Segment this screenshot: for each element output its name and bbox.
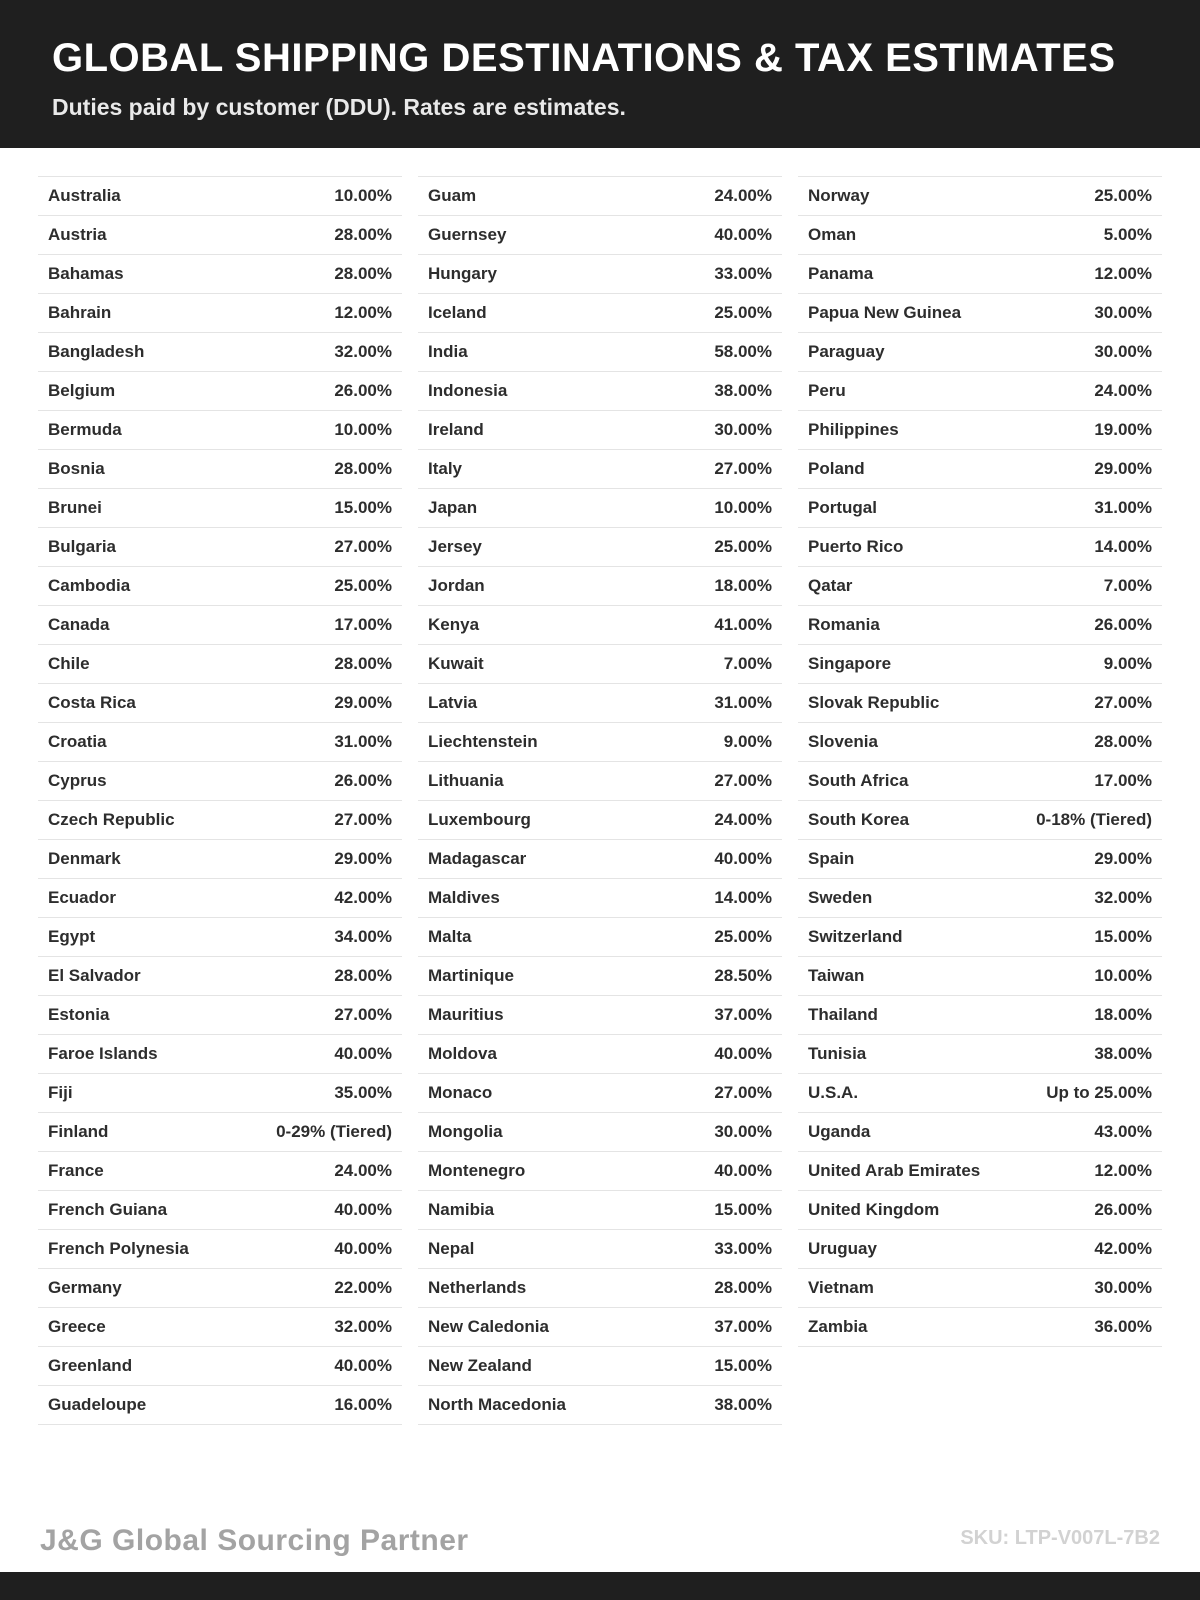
table-row xyxy=(38,606,402,645)
country-name: Greece xyxy=(48,1317,106,1336)
country-name: U.S.A. xyxy=(808,1083,859,1102)
tax-rate: 25.00% xyxy=(334,576,392,595)
table-row xyxy=(418,645,782,684)
country-name: Croatia xyxy=(48,732,107,751)
country-name: Estonia xyxy=(48,1005,110,1024)
table-row xyxy=(798,1152,1162,1191)
tax-rate: 24.00% xyxy=(1094,381,1152,400)
table-row xyxy=(418,567,782,606)
tax-rate: 28.00% xyxy=(334,654,392,673)
country-name: Namibia xyxy=(428,1200,495,1219)
country-name: Puerto Rico xyxy=(808,537,904,556)
table-row xyxy=(418,216,782,255)
country-name: Greenland xyxy=(48,1356,133,1375)
country-name: Poland xyxy=(808,459,865,478)
table-row xyxy=(38,1386,402,1425)
tax-rate: 36.00% xyxy=(1094,1317,1152,1336)
tax-rate: 31.00% xyxy=(1094,498,1152,517)
tax-rate: 41.00% xyxy=(714,615,772,634)
table-row xyxy=(38,489,402,528)
table-row xyxy=(798,684,1162,723)
tax-rate: 0-18% (Tiered) xyxy=(1036,810,1152,829)
table-row xyxy=(38,1347,402,1386)
tax-rate: 40.00% xyxy=(714,1044,772,1063)
country-name: Peru xyxy=(808,381,846,400)
table-row xyxy=(38,684,402,723)
country-name: Chile xyxy=(48,654,90,673)
country-name: New Zealand xyxy=(428,1356,532,1375)
tax-rate: 26.00% xyxy=(334,381,392,400)
table-row xyxy=(798,1269,1162,1308)
tax-rate: 37.00% xyxy=(714,1317,772,1336)
tax-rate: 28.00% xyxy=(334,459,392,478)
table-row xyxy=(418,1035,782,1074)
country-name: Liechtenstein xyxy=(428,732,538,751)
tax-rate: 40.00% xyxy=(714,1161,772,1180)
table-row xyxy=(418,450,782,489)
tax-rate: Up to 25.00% xyxy=(1046,1083,1152,1102)
country-name: Moldova xyxy=(428,1044,497,1063)
table-row xyxy=(38,879,402,918)
tax-rate: 9.00% xyxy=(1103,654,1152,673)
table-row xyxy=(38,801,402,840)
country-name: Oman xyxy=(808,225,857,244)
table-row xyxy=(798,957,1162,996)
table-row xyxy=(418,723,782,762)
tax-rate: 15.00% xyxy=(714,1200,772,1219)
country-name: Jersey xyxy=(428,537,482,556)
country-name: Slovenia xyxy=(808,732,878,751)
tax-rate: 24.00% xyxy=(714,810,772,829)
country-name: Japan xyxy=(428,498,478,517)
table-row xyxy=(418,177,782,216)
country-name: Canada xyxy=(48,615,110,634)
table-row xyxy=(38,762,402,801)
country-name: Qatar xyxy=(808,576,853,595)
table-row xyxy=(798,372,1162,411)
country-name: Papua New Guinea xyxy=(808,303,962,322)
country-name: Ireland xyxy=(428,420,484,439)
tax-rate: 42.00% xyxy=(1094,1239,1152,1258)
tax-rate: 30.00% xyxy=(714,1122,772,1141)
table-row xyxy=(38,294,402,333)
page-title: GLOBAL SHIPPING DESTINATIONS & TAX ESTIMATES xyxy=(52,36,1116,80)
country-name: Finland xyxy=(48,1122,109,1141)
tax-rate: 29.00% xyxy=(334,693,392,712)
table-row xyxy=(418,372,782,411)
tax-rate: 12.00% xyxy=(334,303,392,322)
country-name: United Arab Emirates xyxy=(808,1161,981,1180)
country-name: Singapore xyxy=(808,654,892,673)
table-row xyxy=(418,1191,782,1230)
table-row xyxy=(418,411,782,450)
table-row xyxy=(798,645,1162,684)
table-row xyxy=(38,567,402,606)
country-name: Germany xyxy=(48,1278,122,1297)
country-name: Czech Republic xyxy=(48,810,175,829)
table-row xyxy=(798,411,1162,450)
table-row xyxy=(38,333,402,372)
table-row xyxy=(38,372,402,411)
table-row xyxy=(418,801,782,840)
tax-rate: 43.00% xyxy=(1094,1122,1152,1141)
tax-rate: 14.00% xyxy=(714,888,772,907)
table-row xyxy=(418,762,782,801)
tax-rate: 24.00% xyxy=(334,1161,392,1180)
country-name: Cyprus xyxy=(48,771,107,790)
country-name: Philippines xyxy=(808,420,899,439)
tax-rate: 27.00% xyxy=(1094,693,1152,712)
tax-rate: 10.00% xyxy=(714,498,772,517)
tax-rate: 22.00% xyxy=(334,1278,392,1297)
country-name: Iceland xyxy=(428,303,487,322)
table-row xyxy=(798,801,1162,840)
tax-rate: 27.00% xyxy=(714,771,772,790)
tax-rate: 17.00% xyxy=(334,615,392,634)
rates-table xyxy=(38,176,1162,1425)
tax-rate: 9.00% xyxy=(723,732,772,751)
bottom-bar xyxy=(0,1572,1200,1600)
table-row xyxy=(798,1074,1162,1113)
country-name: Austria xyxy=(48,225,107,244)
tax-rate: 33.00% xyxy=(714,1239,772,1258)
country-name: Bosnia xyxy=(48,459,105,478)
country-name: Brunei xyxy=(48,498,102,517)
table-row xyxy=(798,996,1162,1035)
country-name: El Salvador xyxy=(48,966,141,985)
table-row xyxy=(38,255,402,294)
tax-rate: 38.00% xyxy=(714,381,772,400)
table-row xyxy=(798,177,1162,216)
country-name: Bermuda xyxy=(48,420,122,439)
country-name: Costa Rica xyxy=(48,693,136,712)
table-row xyxy=(798,1308,1162,1347)
tax-rate: 33.00% xyxy=(714,264,772,283)
country-name: New Caledonia xyxy=(428,1317,549,1336)
table-row xyxy=(38,177,402,216)
country-name: United Kingdom xyxy=(808,1200,940,1219)
country-name: Spain xyxy=(808,849,855,868)
tax-rate: 12.00% xyxy=(1094,264,1152,283)
country-name: Faroe Islands xyxy=(48,1044,158,1063)
brand-name: J&G Global Sourcing Partner xyxy=(40,1524,469,1557)
table-row xyxy=(798,489,1162,528)
table-row xyxy=(38,1113,402,1152)
country-name: Belgium xyxy=(48,381,116,400)
table-row xyxy=(418,1269,782,1308)
country-name: Martinique xyxy=(428,966,514,985)
tax-rate: 32.00% xyxy=(1094,888,1152,907)
tax-rate: 18.00% xyxy=(1094,1005,1152,1024)
rate-column-1 xyxy=(38,176,402,1425)
table-row xyxy=(798,606,1162,645)
table-row xyxy=(38,528,402,567)
tax-rate: 30.00% xyxy=(1094,1278,1152,1297)
country-name: Malta xyxy=(428,927,472,946)
table-row xyxy=(38,645,402,684)
country-name: Madagascar xyxy=(428,849,527,868)
tax-rate: 40.00% xyxy=(334,1200,392,1219)
country-name: France xyxy=(48,1161,104,1180)
table-row xyxy=(798,723,1162,762)
table-row xyxy=(798,255,1162,294)
country-name: Cambodia xyxy=(48,576,131,595)
tax-rate: 28.00% xyxy=(1094,732,1152,751)
sku-label: SKU: LTP-V007L-7B2 xyxy=(960,1527,1160,1549)
tax-rate: 28.00% xyxy=(334,966,392,985)
tax-rate: 28.00% xyxy=(334,225,392,244)
tax-rate: 15.00% xyxy=(714,1356,772,1375)
tax-rate: 40.00% xyxy=(334,1239,392,1258)
table-row xyxy=(798,840,1162,879)
country-name: Romania xyxy=(808,615,880,634)
tax-rate: 37.00% xyxy=(714,1005,772,1024)
tax-rate: 16.00% xyxy=(334,1395,392,1414)
table-row xyxy=(38,1230,402,1269)
table-row xyxy=(798,762,1162,801)
country-name: Uruguay xyxy=(808,1239,877,1258)
country-name: Kuwait xyxy=(428,654,484,673)
tax-rate: 12.00% xyxy=(1094,1161,1152,1180)
tax-rate: 38.00% xyxy=(1094,1044,1152,1063)
country-name: Guadeloupe xyxy=(48,1395,147,1414)
tax-rate: 29.00% xyxy=(1094,459,1152,478)
page-subtitle: Duties paid by customer (DDU). Rates are estimates. xyxy=(52,94,626,120)
table-row xyxy=(38,1269,402,1308)
tax-rate: 10.00% xyxy=(334,420,392,439)
tax-rate: 15.00% xyxy=(1094,927,1152,946)
table-row xyxy=(38,957,402,996)
table-row xyxy=(418,1347,782,1386)
country-name: Thailand xyxy=(808,1005,878,1024)
country-name: French Polynesia xyxy=(48,1239,189,1258)
country-name: Maldives xyxy=(428,888,500,907)
country-name: Bulgaria xyxy=(48,537,117,556)
table-row xyxy=(798,216,1162,255)
tax-rate: 42.00% xyxy=(334,888,392,907)
country-name: Bangladesh xyxy=(48,342,145,361)
table-row xyxy=(38,1074,402,1113)
rate-column-2 xyxy=(418,176,782,1425)
country-name: Ecuador xyxy=(48,888,117,907)
table-row xyxy=(418,918,782,957)
tax-rate: 27.00% xyxy=(714,459,772,478)
tax-rate: 0-29% (Tiered) xyxy=(276,1122,392,1141)
tax-rate: 31.00% xyxy=(334,732,392,751)
tax-rate: 27.00% xyxy=(334,810,392,829)
table-row xyxy=(418,1113,782,1152)
table-row xyxy=(38,1308,402,1347)
country-name: Hungary xyxy=(428,264,497,283)
country-name: Slovak Republic xyxy=(808,693,940,712)
table-row xyxy=(798,528,1162,567)
tax-rate: 30.00% xyxy=(1094,342,1152,361)
table-row xyxy=(418,1230,782,1269)
country-name: Monaco xyxy=(428,1083,493,1102)
tax-rate: 18.00% xyxy=(714,576,772,595)
country-name: Montenegro xyxy=(428,1161,526,1180)
country-name: Sweden xyxy=(808,888,873,907)
tax-rate: 30.00% xyxy=(1094,303,1152,322)
country-name: Bahamas xyxy=(48,264,124,283)
tax-rate: 40.00% xyxy=(334,1356,392,1375)
table-row xyxy=(798,1191,1162,1230)
country-name: South Africa xyxy=(808,771,909,790)
tax-rate: 17.00% xyxy=(1094,771,1152,790)
country-name: Nepal xyxy=(428,1239,475,1258)
country-name: Norway xyxy=(808,186,870,205)
tax-rate: 10.00% xyxy=(334,186,392,205)
table-row xyxy=(798,567,1162,606)
table-row xyxy=(418,1152,782,1191)
tax-rate: 40.00% xyxy=(334,1044,392,1063)
country-name: Jordan xyxy=(428,576,485,595)
country-name: Vietnam xyxy=(808,1278,874,1297)
table-row xyxy=(418,684,782,723)
table-row xyxy=(38,723,402,762)
table-row xyxy=(798,1035,1162,1074)
country-name: Kenya xyxy=(428,615,480,634)
tax-rate: 5.00% xyxy=(1103,225,1152,244)
country-name: Denmark xyxy=(48,849,121,868)
country-name: Mongolia xyxy=(428,1122,503,1141)
tax-rate: 25.00% xyxy=(1094,186,1152,205)
tax-rate: 34.00% xyxy=(334,927,392,946)
tax-rate: 28.50% xyxy=(714,966,772,985)
table-row xyxy=(418,333,782,372)
country-name: Bahrain xyxy=(48,303,112,322)
country-name: India xyxy=(428,342,468,361)
country-name: North Macedonia xyxy=(428,1395,566,1414)
table-row xyxy=(798,879,1162,918)
table-row xyxy=(38,1035,402,1074)
tax-rate: 28.00% xyxy=(334,264,392,283)
tax-rate: 19.00% xyxy=(1094,420,1152,439)
tax-rate: 24.00% xyxy=(714,186,772,205)
tax-rate: 27.00% xyxy=(334,537,392,556)
country-name: Switzerland xyxy=(808,927,903,946)
tax-rate: 40.00% xyxy=(714,849,772,868)
rate-column-3 xyxy=(798,176,1162,1425)
table-row xyxy=(418,294,782,333)
country-name: Portugal xyxy=(808,498,877,517)
table-row xyxy=(418,528,782,567)
country-name: Zambia xyxy=(808,1317,868,1336)
table-row xyxy=(38,411,402,450)
table-row xyxy=(418,489,782,528)
country-name: Guam xyxy=(428,186,477,205)
table-row xyxy=(418,957,782,996)
tax-rate: 29.00% xyxy=(334,849,392,868)
tax-rate: 27.00% xyxy=(714,1083,772,1102)
table-row xyxy=(38,450,402,489)
tax-rate: 31.00% xyxy=(714,693,772,712)
table-row xyxy=(38,1152,402,1191)
table-row xyxy=(798,1230,1162,1269)
country-name: Luxembourg xyxy=(428,810,531,829)
country-name: Paraguay xyxy=(808,342,885,361)
country-name: Australia xyxy=(48,186,121,205)
table-row xyxy=(38,840,402,879)
tax-rate: 25.00% xyxy=(714,303,772,322)
table-row xyxy=(798,294,1162,333)
header-banner xyxy=(0,0,1200,148)
table-row xyxy=(418,1308,782,1347)
tax-rate: 10.00% xyxy=(1094,966,1152,985)
tax-rate: 7.00% xyxy=(723,654,772,673)
country-name: Lithuania xyxy=(428,771,504,790)
table-row xyxy=(798,918,1162,957)
tax-rate: 40.00% xyxy=(714,225,772,244)
table-row xyxy=(418,1074,782,1113)
tax-rate: 35.00% xyxy=(334,1083,392,1102)
country-name: Taiwan xyxy=(808,966,865,985)
table-row xyxy=(38,996,402,1035)
tax-rate: 25.00% xyxy=(714,537,772,556)
country-name: Latvia xyxy=(428,693,478,712)
tax-rate: 30.00% xyxy=(714,420,772,439)
country-name: Uganda xyxy=(808,1122,871,1141)
tax-rate: 15.00% xyxy=(334,498,392,517)
country-name: French Guiana xyxy=(48,1200,168,1219)
table-row xyxy=(418,255,782,294)
table-row xyxy=(38,918,402,957)
table-row xyxy=(418,840,782,879)
tax-rate: 26.00% xyxy=(1094,615,1152,634)
country-name: Guernsey xyxy=(428,225,507,244)
table-row xyxy=(418,1386,782,1425)
table-row xyxy=(418,606,782,645)
tax-rate: 58.00% xyxy=(714,342,772,361)
country-name: South Korea xyxy=(808,810,910,829)
country-name: Netherlands xyxy=(428,1278,527,1297)
tax-rate: 27.00% xyxy=(334,1005,392,1024)
tax-rate: 28.00% xyxy=(714,1278,772,1297)
tax-rate: 25.00% xyxy=(714,927,772,946)
country-name: Fiji xyxy=(48,1083,73,1102)
tax-rate: 26.00% xyxy=(1094,1200,1152,1219)
table-row xyxy=(418,879,782,918)
country-name: Italy xyxy=(428,459,463,478)
tax-rate: 38.00% xyxy=(714,1395,772,1414)
tax-rate: 29.00% xyxy=(1094,849,1152,868)
country-name: Indonesia xyxy=(428,381,508,400)
tax-rate: 7.00% xyxy=(1103,576,1152,595)
country-name: Egypt xyxy=(48,927,96,946)
table-row xyxy=(38,216,402,255)
table-row xyxy=(38,1191,402,1230)
tax-rate: 26.00% xyxy=(334,771,392,790)
tax-rate: 32.00% xyxy=(334,1317,392,1336)
table-row xyxy=(418,996,782,1035)
tax-rate: 14.00% xyxy=(1094,537,1152,556)
tax-rate: 32.00% xyxy=(334,342,392,361)
table-row xyxy=(798,333,1162,372)
table-row xyxy=(798,1113,1162,1152)
country-name: Tunisia xyxy=(808,1044,867,1063)
table-row xyxy=(798,450,1162,489)
country-name: Panama xyxy=(808,264,874,283)
country-name: Mauritius xyxy=(428,1005,504,1024)
